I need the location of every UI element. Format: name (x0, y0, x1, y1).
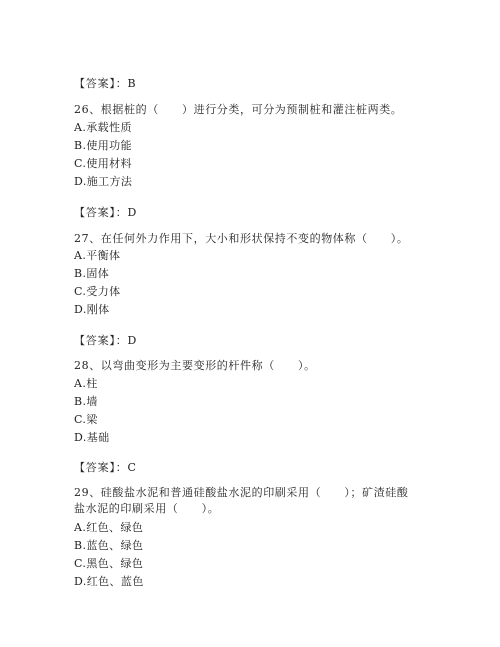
option-27-a: A.平衡体 (74, 249, 121, 262)
option-29-d: D.红色、蓝色 (74, 575, 144, 588)
option-26-b: B.使用功能 (74, 139, 132, 152)
option-27-d: D.刚体 (74, 303, 110, 316)
answer-25: 【答案】：B (74, 77, 137, 90)
question-28: 28、以弯曲变形为主要变形的杆件称（ ）。 (74, 359, 316, 372)
option-26-c: C.使用材料 (74, 157, 132, 170)
option-28-c: C.梁 (74, 413, 98, 426)
option-27-c: C.受力体 (74, 285, 121, 298)
answer-28: 【答案】：C (74, 461, 137, 474)
option-29-a: A.红色、绿色 (74, 521, 144, 534)
answer-27: 【答案】：D (74, 334, 138, 347)
question-29-line-2: 盐水泥的印刷采用（ ）。 (74, 502, 220, 515)
option-26-a: A.承载性质 (74, 121, 132, 134)
option-26-d: D.施工方法 (74, 175, 133, 188)
option-29-b: B.蓝色、绿色 (74, 539, 144, 552)
question-27: 27、在任何外力作用下，大小和形状保持不变的物体称（ ）。 (74, 232, 409, 245)
option-28-a: A.柱 (74, 377, 98, 390)
option-27-b: B.固体 (74, 267, 110, 280)
question-26: 26、根据桩的（ ）进行分类，可分为预制桩和灌注桩两类。 (74, 103, 403, 116)
option-28-d: D.基础 (74, 431, 110, 444)
answer-26: 【答案】：D (74, 206, 138, 219)
option-29-c: C.黑色、绿色 (74, 557, 144, 570)
option-28-b: B.墙 (74, 395, 98, 408)
question-29-line-1: 29、硅酸盐水泥和普通硅酸盐水泥的印刷采用（ ）；矿渣硅酸 (74, 486, 409, 499)
